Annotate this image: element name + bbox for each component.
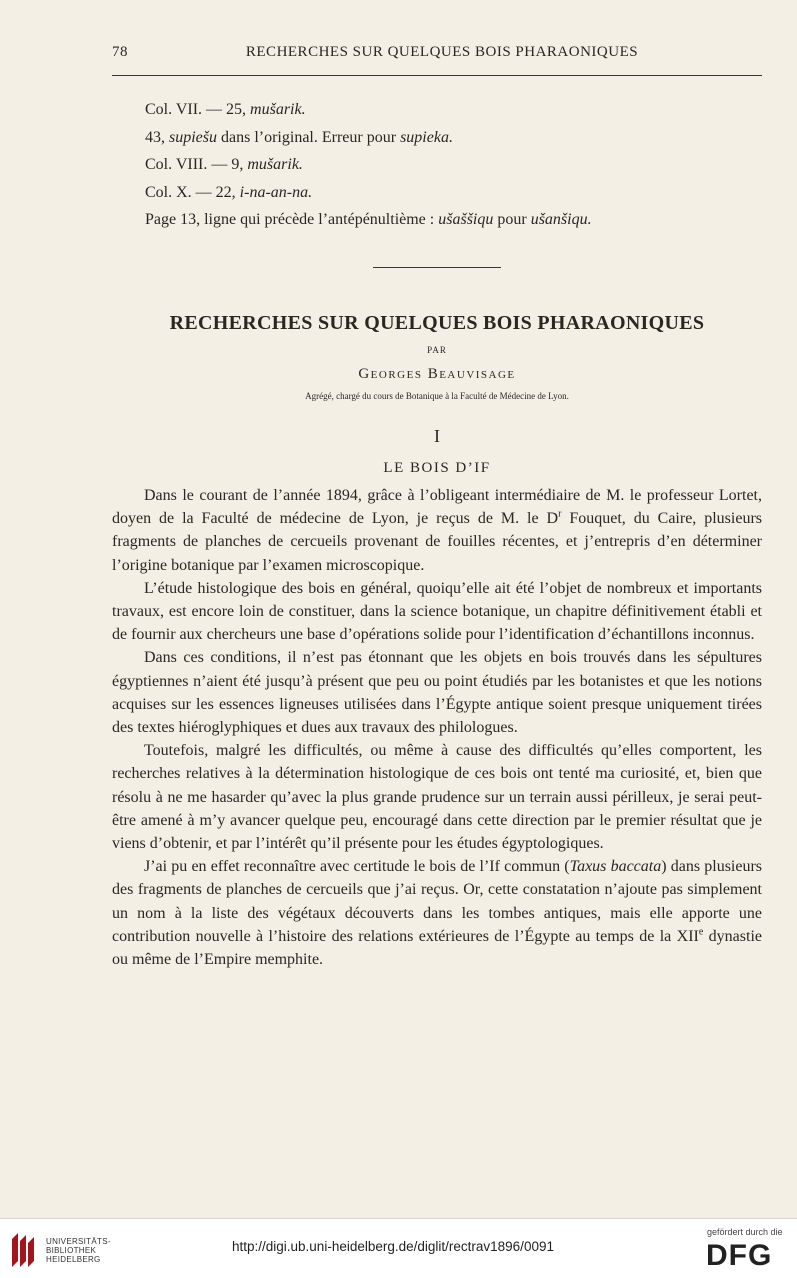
permalink-url[interactable]: http://digi.ub.uni-heidelberg.de/diglit/rectrav1896/0091 (232, 1239, 554, 1254)
author-affiliation: Agrégé, chargé du cours de Botanique à la Faculté de Médecine de Lyon. (305, 391, 569, 401)
paragraph: L’étude histologique des bois en général, quoiqu’elle ait été l’objet de nombreux et importants travaux, est encore loin de constituer, dans la science botanique, un chapitre définitivement établi et de fournir aux chercheurs une base d’opérations solide pour l’identification d’échantillons inconnus. (112, 579, 762, 644)
section-number: I (434, 426, 440, 446)
running-title: RECHERCHES SUR QUELQUES BOIS PHARAONIQUES (245, 44, 639, 60)
errata-line: Col. X. — 22, i-na-an-na. (145, 183, 313, 201)
errata-block (145, 96, 592, 234)
section-divider (373, 267, 501, 268)
paragraph: Toutefois, malgré les difficultés, ou même à cause des difficultés qu’elles comportent, les recherches relatives à la détermination histologique de ces bois ont tenté ma curiosité, et, bien que résolu à ne me hasarder qu’avec la plus grande prudence sur un terrain aussi périlleux, je serai peut-être amené à m’y avancer quelque peu, encouragé dans cette direction par le premier résultat que je viens d’obtenir, et par l’intérêt qu’il présente pour les études égyptologiques. (112, 742, 762, 853)
errata-line: Col. VIII. — 9, mušarik. (145, 156, 303, 173)
university-library-logo-icon (8, 1229, 40, 1269)
funded-by-text: gefördert durch die (707, 1227, 783, 1237)
article-body (112, 484, 762, 971)
running-header (112, 44, 762, 68)
library-name: UNIVERSITÄTS- BIBLIOTHEK HEIDELBERG (46, 1237, 111, 1264)
byline-par: PAR (427, 345, 447, 355)
errata-line: 43, supiešu dans l’original. Erreur pour supieka. (145, 128, 453, 146)
header-rule (112, 75, 762, 76)
paragraph: J’ai pu en effet reconnaître avec certitude le bois de l’If commun (Taxus baccata) dans plusieurs des fragments de planches de cercueils que j’ai reçus. Or, cette constatation n’ajoute pas simplement un nom à la liste des végétaux découverts dans les tombes antiques, mais elle apporte une contribution nouvelle à l’histoire des relations extérieures de l’Égypte au temps de la XIIe dynastie ou même de l’Empire memphite. (112, 858, 763, 969)
paragraph: Dans ces conditions, il n’est pas étonnant que les objets en bois trouvés dans les sépultures égyptiennes n’aient été jusqu’à présent que peu ou point étudiés par les botanistes et que les notions acquises sur les essences ligneuses utilisées dans l’Égypte antique soient presque uniquement tirées des textes hiéroglyphiques et dues aux travaux des philologues. (112, 649, 762, 737)
paragraph: Dans le courant de l’année 1894, grâce à l’obligeant intermédiaire de M. le professeur Lortet, doyen de la Faculté de médecine de Lyon, je reçus de M. le $D^r$ Fouquet, du Caire, plusieurs fragments de planches de cercueils provenant de fouilles récentes, et j’entrepris d’en déterminer l’origine botanique par l’examen microscopique. (112, 487, 762, 574)
page-number: 78 (112, 44, 128, 60)
errata-line: Page 13, ligne qui précède l’antépénultième : ušaššiqu pour ušanšiqu. (145, 211, 592, 228)
section-title: LE BOIS D’IF (383, 460, 491, 476)
viewer-footer (0, 1218, 797, 1278)
dfg-logo: DFG (706, 1239, 773, 1272)
errata-line: Col. VII. — 25, mušarik. (145, 101, 306, 118)
author-name: Georges Beauvisage (358, 366, 516, 382)
article-title: RECHERCHES SUR QUELQUES BOIS PHARAONIQUES (169, 312, 705, 334)
